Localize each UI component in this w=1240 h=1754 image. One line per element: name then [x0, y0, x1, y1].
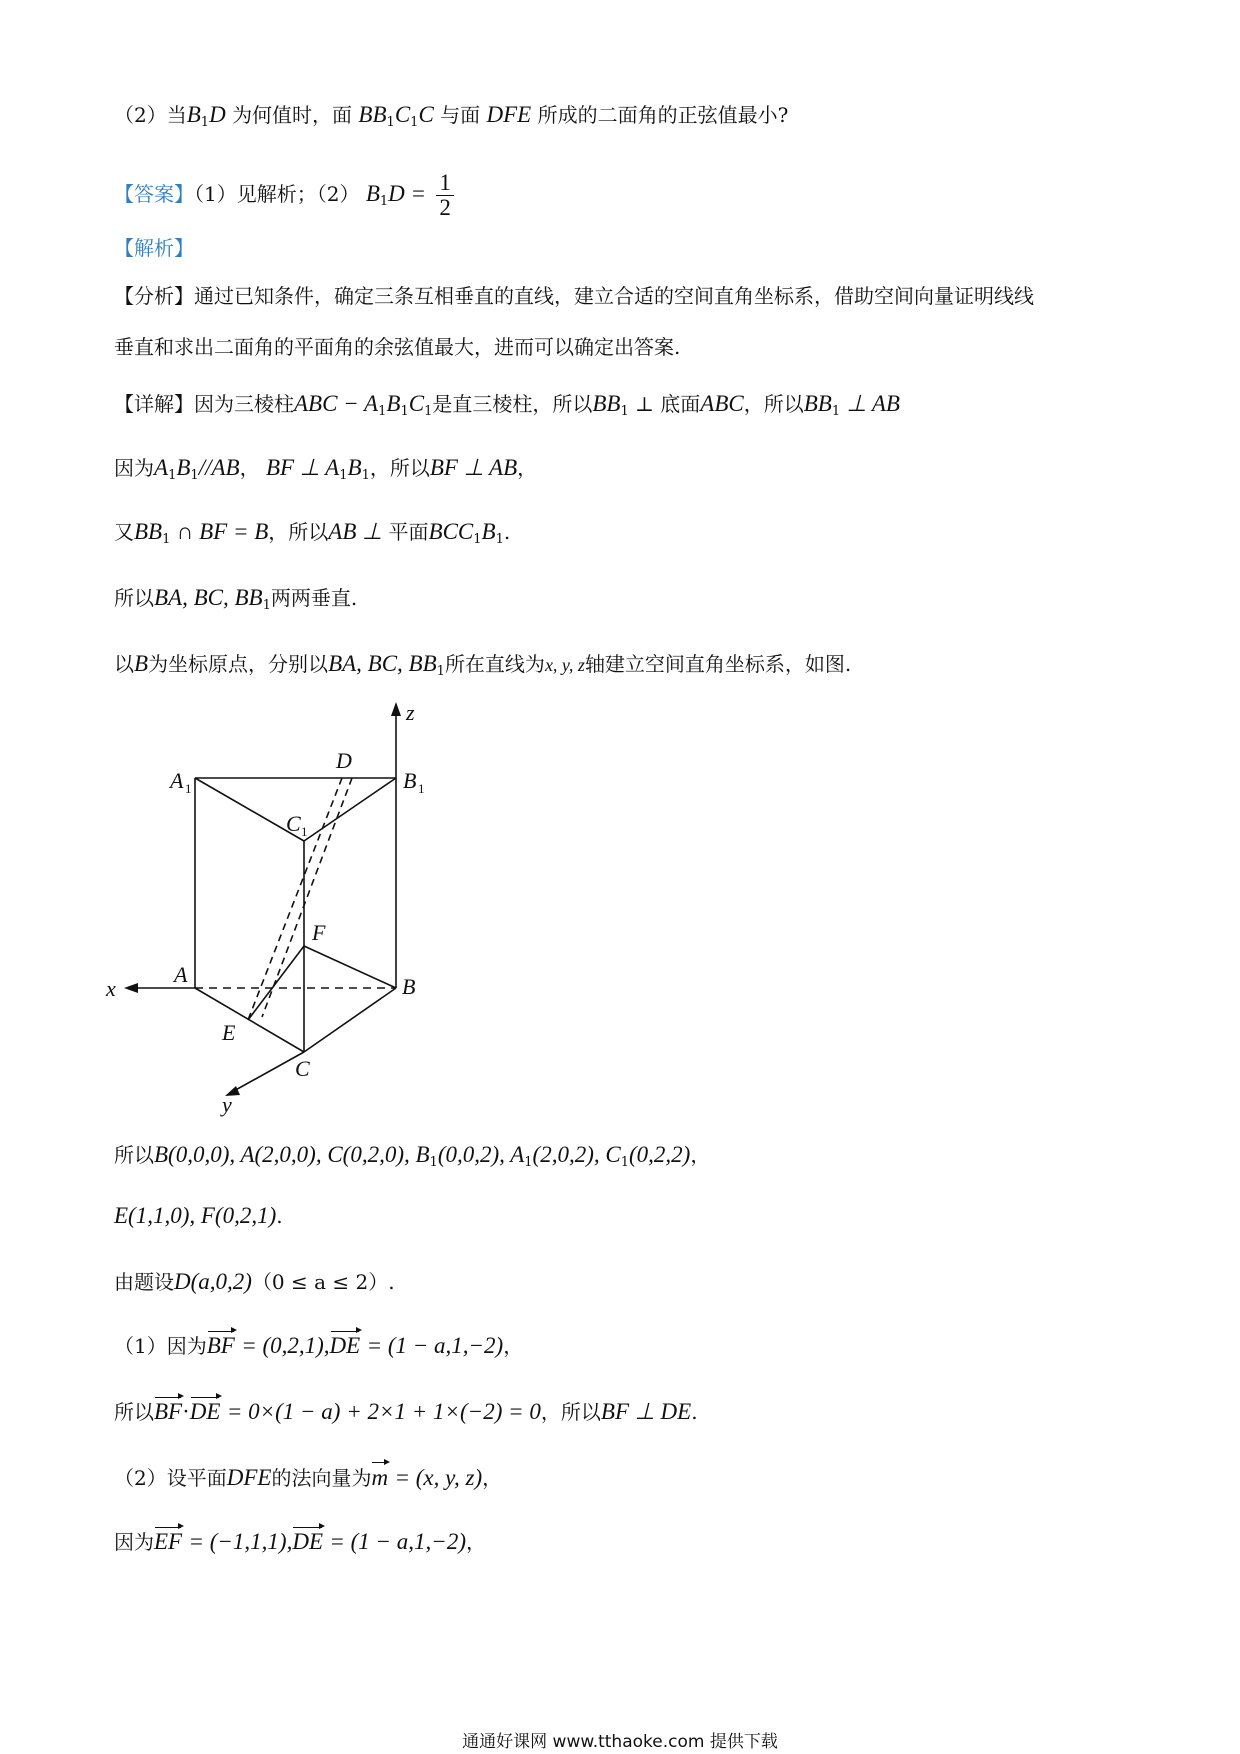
- label-a1-sub: 1: [185, 781, 192, 796]
- math-var: D: [209, 102, 226, 127]
- q2-prefix: （2）当: [114, 103, 187, 127]
- math-var: B: [386, 391, 401, 416]
- math-var: = (−1,1,1),: [188, 1529, 293, 1554]
- math-var: BB: [134, 519, 163, 544]
- math-var: BA, BC, BB: [154, 585, 263, 610]
- fraction-denominator: 2: [439, 195, 451, 220]
- edge-a-c: [195, 988, 304, 1052]
- math-var: = (1 − a,1,−2): [366, 1333, 504, 1358]
- text: （0 ≤ a ≤ 2）.: [251, 1270, 395, 1294]
- label-a: A: [174, 962, 188, 987]
- detail-line-4: [114, 582, 1144, 622]
- label-y: y: [222, 1092, 232, 1117]
- vector-bf: BF: [207, 1330, 235, 1362]
- subscript: 1: [473, 532, 482, 547]
- detail-line-5: [114, 648, 1144, 688]
- vector-bf: BF: [154, 1396, 182, 1428]
- label-x: x: [106, 976, 116, 1001]
- text: 的法向量为: [271, 1466, 372, 1490]
- text: ，所以: [369, 456, 430, 480]
- answer-text: （1）见解析；（2）: [194, 182, 360, 206]
- coords-line-2: [114, 1200, 1144, 1232]
- subscript: 1: [436, 664, 445, 679]
- subscript: 1: [831, 404, 841, 419]
- text: ，所以: [540, 1400, 601, 1424]
- label-z: z: [406, 700, 415, 725]
- analysis-tag: 【解析】: [114, 236, 194, 260]
- label-f: F: [312, 920, 326, 945]
- math-var: E(1,1,0), F(0,2,1): [114, 1203, 277, 1228]
- math-var: B: [176, 455, 191, 480]
- part2-line-1: [114, 1462, 1144, 1494]
- text: ，: [517, 456, 538, 480]
- detail-line-1: [114, 388, 1144, 428]
- axis-z-arrow: [391, 702, 401, 716]
- text: 以: [114, 652, 134, 676]
- text: 【详解】因为三棱柱: [114, 392, 294, 416]
- math-var: B: [481, 519, 496, 544]
- math-var: DFE: [486, 102, 532, 127]
- answer-tag: 【答案】: [114, 182, 194, 206]
- subscript: 1: [424, 404, 433, 419]
- subscript: 1: [400, 404, 409, 419]
- math-var: C: [418, 102, 434, 127]
- text: 所以: [114, 1143, 154, 1167]
- text: .: [503, 520, 511, 544]
- label-c1: C: [286, 811, 301, 836]
- subscript: 1: [162, 532, 171, 547]
- label-b1: B: [403, 768, 417, 793]
- fraction: [436, 171, 454, 220]
- math-var: DFE: [226, 1465, 272, 1490]
- math-var: ⊥ AB: [846, 391, 900, 416]
- text: （2）设平面: [114, 1466, 227, 1490]
- math-var: = 0×(1 − a) + 2×1 + 1×(−2) = 0: [226, 1399, 541, 1424]
- coords-line-1: [114, 1139, 1144, 1179]
- set-d-line: [114, 1266, 1144, 1298]
- math-var: (0,2,2): [629, 1142, 691, 1167]
- subscript: 1: [378, 404, 387, 419]
- text: 是直三棱柱，所以: [432, 392, 593, 416]
- text: 平面: [388, 520, 429, 544]
- edge-c-b: [304, 988, 396, 1052]
- text: ，: [466, 1530, 486, 1554]
- math-var: BF ⊥ DE: [600, 1399, 692, 1424]
- math-var: C: [408, 391, 425, 416]
- segment-f-e: [248, 946, 304, 1020]
- math-var: x, y, z: [544, 655, 585, 675]
- label-a1: A: [170, 768, 184, 793]
- text: ，所以: [268, 520, 329, 544]
- text: 所以: [114, 586, 154, 610]
- math-var: BB: [592, 391, 621, 416]
- text: ，: [690, 1143, 711, 1167]
- analysis-line-1: 【分析】通过已知条件，确定三条互相垂直的直线，建立合适的空间直角坐标系，借助空间向量证明线线: [114, 284, 1034, 308]
- math-var: A: [154, 455, 169, 480]
- detail-line-2: [114, 452, 1144, 492]
- vector-m: m: [371, 1462, 388, 1494]
- text: 又: [114, 520, 134, 544]
- label-b1-sub: 1: [418, 781, 425, 796]
- text: 所以: [114, 1400, 154, 1424]
- vector-ef: EF: [154, 1526, 182, 1558]
- math-var: B: [347, 455, 362, 480]
- subscript: 1: [620, 404, 629, 419]
- q2-text: 为何值时，面: [232, 103, 353, 127]
- subscript: 1: [429, 1155, 438, 1170]
- math-var: (0,0,2), A: [437, 1142, 525, 1167]
- label-e: E: [222, 1020, 236, 1045]
- text: ，: [503, 1334, 524, 1358]
- text: ，: [239, 456, 260, 480]
- subscript: 1: [339, 468, 348, 483]
- math-var: B: [134, 651, 149, 676]
- math-var: ∩ BF = B: [176, 519, 269, 544]
- text: 两两垂直.: [270, 586, 358, 610]
- question-2: [114, 99, 1144, 139]
- detail-line-3: [114, 516, 1144, 556]
- math-var: ABC − A: [294, 391, 379, 416]
- math-var: D(a,0,2): [174, 1269, 252, 1294]
- part1-line-1: [114, 1330, 1144, 1362]
- answer-line: [114, 170, 1144, 226]
- text: 所在直线为: [444, 652, 545, 676]
- math-var: BA, BC, BB: [328, 651, 437, 676]
- text: 由题设: [114, 1270, 174, 1294]
- subscript: 1: [620, 1155, 629, 1170]
- text: ，: [482, 1466, 503, 1490]
- text: ，所以: [743, 392, 804, 416]
- subscript: 1: [168, 468, 177, 483]
- math-var: ABC: [700, 391, 744, 416]
- subscript: 1: [262, 598, 271, 613]
- label-c: C: [295, 1056, 310, 1081]
- text: ⊥ 底面: [635, 392, 701, 416]
- segment-d-f-hidden: [262, 778, 352, 1017]
- math-var: = (0,2,1),: [241, 1333, 330, 1358]
- subscript: 1: [361, 468, 370, 483]
- part1-line-2: [114, 1396, 1144, 1428]
- subscript: 1: [190, 468, 199, 483]
- math-var: C: [394, 102, 411, 127]
- text: 因为: [114, 1530, 154, 1554]
- math-var: BCC: [428, 519, 474, 544]
- vector-de: DE: [330, 1330, 361, 1362]
- prism-figure: [100, 700, 460, 1120]
- math-var: = (x, y, z): [394, 1465, 483, 1490]
- math-var: BF ⊥ A: [265, 455, 340, 480]
- vector-de: DE: [190, 1396, 221, 1428]
- subscript: 1: [386, 115, 395, 130]
- q2-text: 与面: [440, 103, 481, 127]
- math-var: B: [365, 181, 380, 206]
- axis-x-arrow: [124, 983, 138, 993]
- axis-y: [232, 1052, 304, 1092]
- math-var: BB: [803, 391, 832, 416]
- subscript: 1: [379, 194, 389, 209]
- math-var: ·: [182, 1399, 190, 1424]
- text: .: [691, 1400, 698, 1424]
- segment-f-b: [304, 946, 396, 988]
- fraction-numerator: 1: [436, 171, 454, 196]
- text: .: [276, 1204, 283, 1228]
- q2-text: 所成的二面角的正弦值最小?: [537, 103, 789, 127]
- text: 轴建立空间直角坐标系，如图.: [584, 652, 852, 676]
- math-var: B(0,0,0), A(2,0,0), C(0,2,0), B: [154, 1142, 430, 1167]
- text: 因为: [114, 456, 154, 480]
- math-var: D =: [388, 181, 427, 206]
- analysis-tag-line: [114, 232, 1144, 264]
- analysis-line-2: 垂直和求出二面角的平面角的余弦值最大，进而可以确定出答案.: [114, 335, 681, 359]
- label-d: D: [336, 748, 352, 773]
- label-c1-sub: 1: [301, 824, 308, 839]
- math-var: //AB: [198, 455, 240, 480]
- math-var: (2,0,2), C: [532, 1142, 621, 1167]
- math-var: = (1 − a,1,−2): [329, 1529, 466, 1554]
- vector-de: DE: [292, 1526, 323, 1558]
- subscript: 1: [410, 115, 419, 130]
- math-var: AB ⊥: [328, 519, 383, 544]
- text: 为坐标原点，分别以: [148, 652, 329, 676]
- math-var: B: [186, 102, 201, 127]
- subscript: 1: [524, 1155, 533, 1170]
- page-footer: 通通好课网 www.tthaoke.com 提供下载: [462, 1732, 778, 1752]
- part2-line-2: [114, 1526, 1144, 1558]
- math-var: BF ⊥ AB: [429, 455, 518, 480]
- label-b: B: [402, 974, 416, 999]
- math-var: BB: [358, 102, 387, 127]
- subscript: 1: [200, 115, 210, 130]
- edge-c1-b1: [304, 778, 396, 841]
- subscript: 1: [495, 532, 504, 547]
- text: （1）因为: [114, 1334, 207, 1358]
